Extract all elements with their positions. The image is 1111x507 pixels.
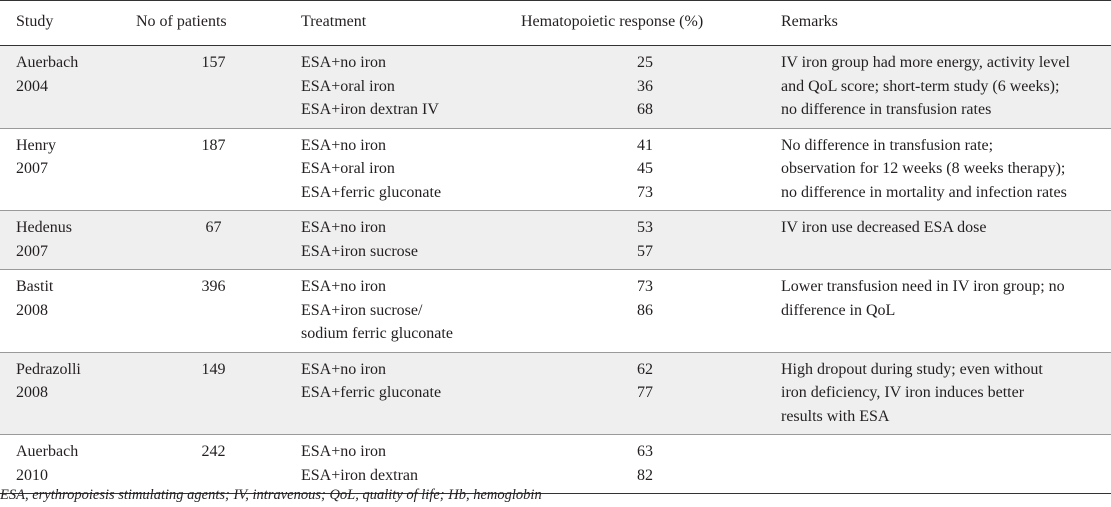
treatment-item: ESA+ferric gluconate bbox=[301, 384, 442, 401]
response-value: 63 bbox=[637, 443, 653, 460]
remarks-cell bbox=[769, 435, 1111, 494]
response-cell bbox=[521, 46, 769, 129]
response-value: 86 bbox=[637, 301, 653, 319]
remark-line: no difference in mortality and infection rates bbox=[781, 183, 1067, 201]
response-cell bbox=[521, 128, 769, 211]
treatment-item: ESA+iron sucrose bbox=[301, 242, 419, 260]
study-year: 2010 bbox=[16, 466, 48, 484]
treatment-cell bbox=[291, 211, 521, 270]
study-cell bbox=[0, 128, 136, 211]
treatment-item: ESA+ferric gluconate bbox=[301, 183, 442, 201]
patients-cell: 396 bbox=[136, 270, 291, 353]
treatment-cell bbox=[291, 128, 521, 211]
patients-cell: 149 bbox=[136, 352, 291, 435]
header-remarks: Remarks bbox=[769, 1, 1111, 46]
table-row bbox=[0, 211, 1111, 270]
study-cell bbox=[0, 270, 136, 353]
study-name: Auerbach bbox=[16, 443, 79, 460]
table-row bbox=[0, 270, 1111, 353]
study-year: 2007 bbox=[16, 160, 48, 177]
header-row bbox=[0, 1, 1111, 46]
remark-line: IV iron use decreased ESA dose bbox=[781, 219, 987, 236]
study-name: Hedenus bbox=[16, 219, 72, 236]
remark-line: IV iron group had more energy, activity level bbox=[781, 54, 1070, 71]
treatment-item: ESA+oral iron bbox=[301, 77, 395, 95]
remarks-cell bbox=[769, 352, 1111, 435]
response-cell bbox=[521, 270, 769, 353]
remark-line: no difference in transfusion rates bbox=[781, 101, 992, 118]
treatment-item: ESA+no iron bbox=[301, 278, 387, 295]
study-name: Auerbach bbox=[16, 54, 79, 71]
response-value: 25 bbox=[637, 54, 653, 71]
response-value: 45 bbox=[637, 160, 653, 177]
treatment-item: ESA+no iron bbox=[301, 219, 387, 236]
study-cell bbox=[0, 211, 136, 270]
response-value: 36 bbox=[637, 77, 653, 95]
study-year: 2004 bbox=[16, 77, 48, 95]
response-value: 57 bbox=[637, 242, 653, 260]
patients-cell: 157 bbox=[136, 46, 291, 129]
patients-cell: 67 bbox=[136, 211, 291, 270]
study-cell bbox=[0, 352, 136, 435]
treatment-item: sodium ferric gluconate bbox=[301, 325, 453, 342]
treatment-item: ESA+oral iron bbox=[301, 160, 395, 177]
remark-line: results with ESA bbox=[781, 407, 890, 425]
table-row bbox=[0, 128, 1111, 211]
treatment-item: ESA+iron dextran bbox=[301, 466, 418, 484]
treatment-cell bbox=[291, 352, 521, 435]
remark-line: No difference in transfusion rate; bbox=[781, 136, 994, 154]
study-name: Pedrazolli bbox=[16, 360, 81, 378]
response-value: 53 bbox=[637, 219, 653, 236]
study-name: Bastit bbox=[16, 278, 54, 295]
header-patients: No of patients bbox=[136, 1, 291, 46]
patients-cell: 187 bbox=[136, 128, 291, 211]
remark-line: High dropout during study; even without bbox=[781, 360, 1043, 378]
response-cell bbox=[521, 435, 769, 494]
header-study: Study bbox=[0, 1, 136, 46]
treatment-item: ESA+iron sucrose/ bbox=[301, 301, 423, 319]
response-value: 68 bbox=[637, 101, 653, 118]
study-cell bbox=[0, 46, 136, 129]
response-value: 62 bbox=[637, 360, 653, 378]
treatment-item: ESA+no iron bbox=[301, 443, 387, 460]
response-cell bbox=[521, 352, 769, 435]
table-footnote: ESA, erythropoiesis stimulating agents; IV, intravenous; QoL, quality of life; Hb, hemoglobin bbox=[0, 487, 542, 503]
treatment-cell bbox=[291, 46, 521, 129]
response-value: 73 bbox=[637, 278, 653, 295]
remark-line: Lower transfusion need in IV iron group; no bbox=[781, 278, 1065, 295]
study-year: 2008 bbox=[16, 301, 48, 319]
treatment-cell bbox=[291, 270, 521, 353]
treatment-item: ESA+no iron bbox=[301, 360, 387, 378]
study-year: 2007 bbox=[16, 242, 48, 260]
response-value: 82 bbox=[637, 466, 653, 484]
treatment-item: ESA+no iron bbox=[301, 136, 387, 154]
header-treatment: Treatment bbox=[291, 1, 521, 46]
study-name: Henry bbox=[16, 136, 56, 154]
remark-line: observation for 12 weeks (8 weeks therapy); bbox=[781, 160, 1066, 177]
response-value: 73 bbox=[637, 183, 653, 201]
study-year: 2008 bbox=[16, 384, 48, 401]
treatment-item: ESA+iron dextran IV bbox=[301, 101, 439, 118]
remarks-cell bbox=[769, 270, 1111, 353]
remarks-cell bbox=[769, 211, 1111, 270]
response-value: 77 bbox=[637, 384, 653, 401]
remark-line: iron deficiency, IV iron induces better bbox=[781, 384, 1025, 401]
header-response: Hematopoietic response (%) bbox=[521, 1, 769, 46]
response-cell bbox=[521, 211, 769, 270]
remarks-cell bbox=[769, 46, 1111, 129]
response-value: 41 bbox=[637, 136, 653, 154]
remark-line: difference in QoL bbox=[781, 301, 896, 319]
treatment-item: ESA+no iron bbox=[301, 54, 387, 71]
patients-cell: 242 bbox=[136, 435, 291, 494]
table-row bbox=[0, 46, 1111, 129]
remark-line: and QoL score; short-term study (6 weeks); bbox=[781, 77, 1060, 95]
remarks-cell bbox=[769, 128, 1111, 211]
table-row bbox=[0, 352, 1111, 435]
